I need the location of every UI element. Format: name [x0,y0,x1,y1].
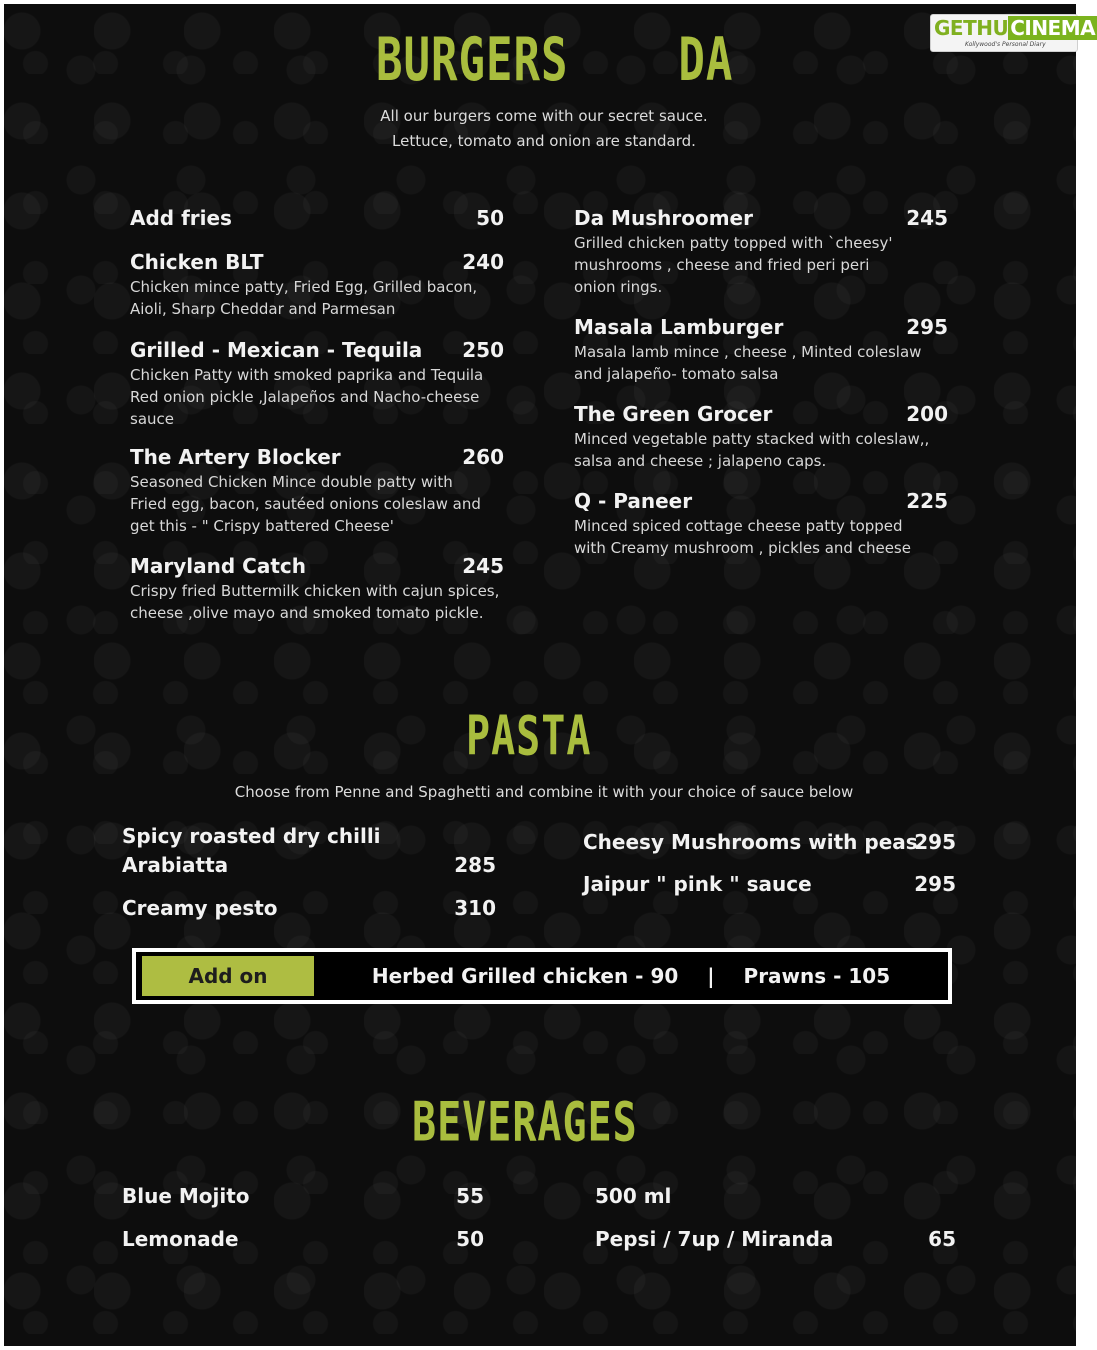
item-name: Creamy pesto [122,896,278,920]
pasta-intro: Choose from Penne and Spaghetti and combine it with your choice of sauce below [234,783,854,801]
burgers-title: BURGERS DA [376,26,734,95]
item-price: 50 [476,206,504,230]
item-price: 285 [454,853,496,877]
addon-bar [132,948,952,1004]
beverage-size-header: 500 ml [595,1184,672,1208]
item-price: 240 [462,250,504,274]
logo-brand-right: CINEMA [1010,16,1096,40]
beverages-title: BEVERAGES [412,1092,638,1155]
item-description: Chicken Patty with smoked paprika and Tequila Red onion pickle ,Jalapeños and Nacho-cheese sauce [130,366,484,428]
item-name: Jaipur " pink " sauce [583,872,812,896]
item-price: 245 [906,206,948,230]
item-name: Cheesy Mushrooms with peas [583,830,918,854]
item-name: Masala Lamburger [574,315,784,339]
item-price: 310 [454,896,496,920]
item-description: Minced spiced cottage cheese patty topped with Creamy mushroom , pickles and cheese [574,517,911,557]
item-price: 295 [906,315,948,339]
item-description: Grilled chicken patty topped with `cheesy' mushrooms , cheese and fried peri peri onion rings. [574,234,893,296]
item-name: Pepsi / 7up / Miranda [595,1227,834,1251]
addon-items [314,956,948,996]
item-price: 295 [914,830,956,854]
logo-brand-left: GETHU [934,16,1009,40]
item-price: 225 [906,489,948,513]
addon-item-chicken: Herbed Grilled chicken - 90 [371,964,679,988]
addon-label: Add on [142,956,314,996]
item-price: 295 [914,872,956,896]
pasta-title: PASTA [466,706,592,769]
item-price: 260 [462,445,504,469]
item-price: 245 [462,554,504,578]
burgers-intro [244,104,844,154]
item-description: Crispy fried Buttermilk chicken with cajun spices, cheese ,olive mayo and smoked tomato pickle. [130,582,500,622]
menu-page [4,4,1096,1346]
burgers-intro-line1: All our burgers come with our secret sauce. [380,107,708,125]
item-description: Seasoned Chicken Mince double patty with Fried egg, bacon, sautéed onions coleslaw and get this - " Crispy battered Cheese' [130,473,481,535]
item-description: Masala lamb mince , cheese , Minted coleslaw and jalapeño- tomato salsa [574,343,922,383]
item-name-line1: Spicy roasted dry chilli [122,824,381,848]
item-name: Blue Mojito [122,1184,250,1208]
item-name-line2: Arabiatta [122,853,229,877]
logo-tagline: Kollywood's Personal Diary [965,41,1046,48]
item-name: Lemonade [122,1227,239,1251]
addon-separator: | [707,964,715,988]
item-name: Chicken BLT [130,250,264,274]
item-name: The Green Grocer [574,402,773,426]
item-name: Grilled - Mexican - Tequila [130,338,423,362]
item-price: 65 [928,1227,956,1251]
item-name: Maryland Catch [130,554,306,578]
item-description: Minced vegetable patty stacked with coleslaw,, salsa and cheese ; jalapeno caps. [574,430,930,470]
item-price: 200 [906,402,948,426]
addon-item-prawns: Prawns - 105 [743,964,891,988]
item-price: 50 [456,1227,484,1251]
item-name: The Artery Blocker [130,445,341,469]
burgers-intro-line2: Lettuce, tomato and onion are standard. [392,132,696,150]
item-description: Chicken mince patty, Fried Egg, Grilled bacon, Aioli, Sharp Cheddar and Parmesan [130,278,478,318]
item-name: Add fries [130,206,232,230]
item-price: 55 [456,1184,484,1208]
watermark-logo [930,14,1096,52]
item-name: Da Mushroomer [574,206,753,230]
item-name: Q - Paneer [574,489,693,513]
item-price: 250 [462,338,504,362]
